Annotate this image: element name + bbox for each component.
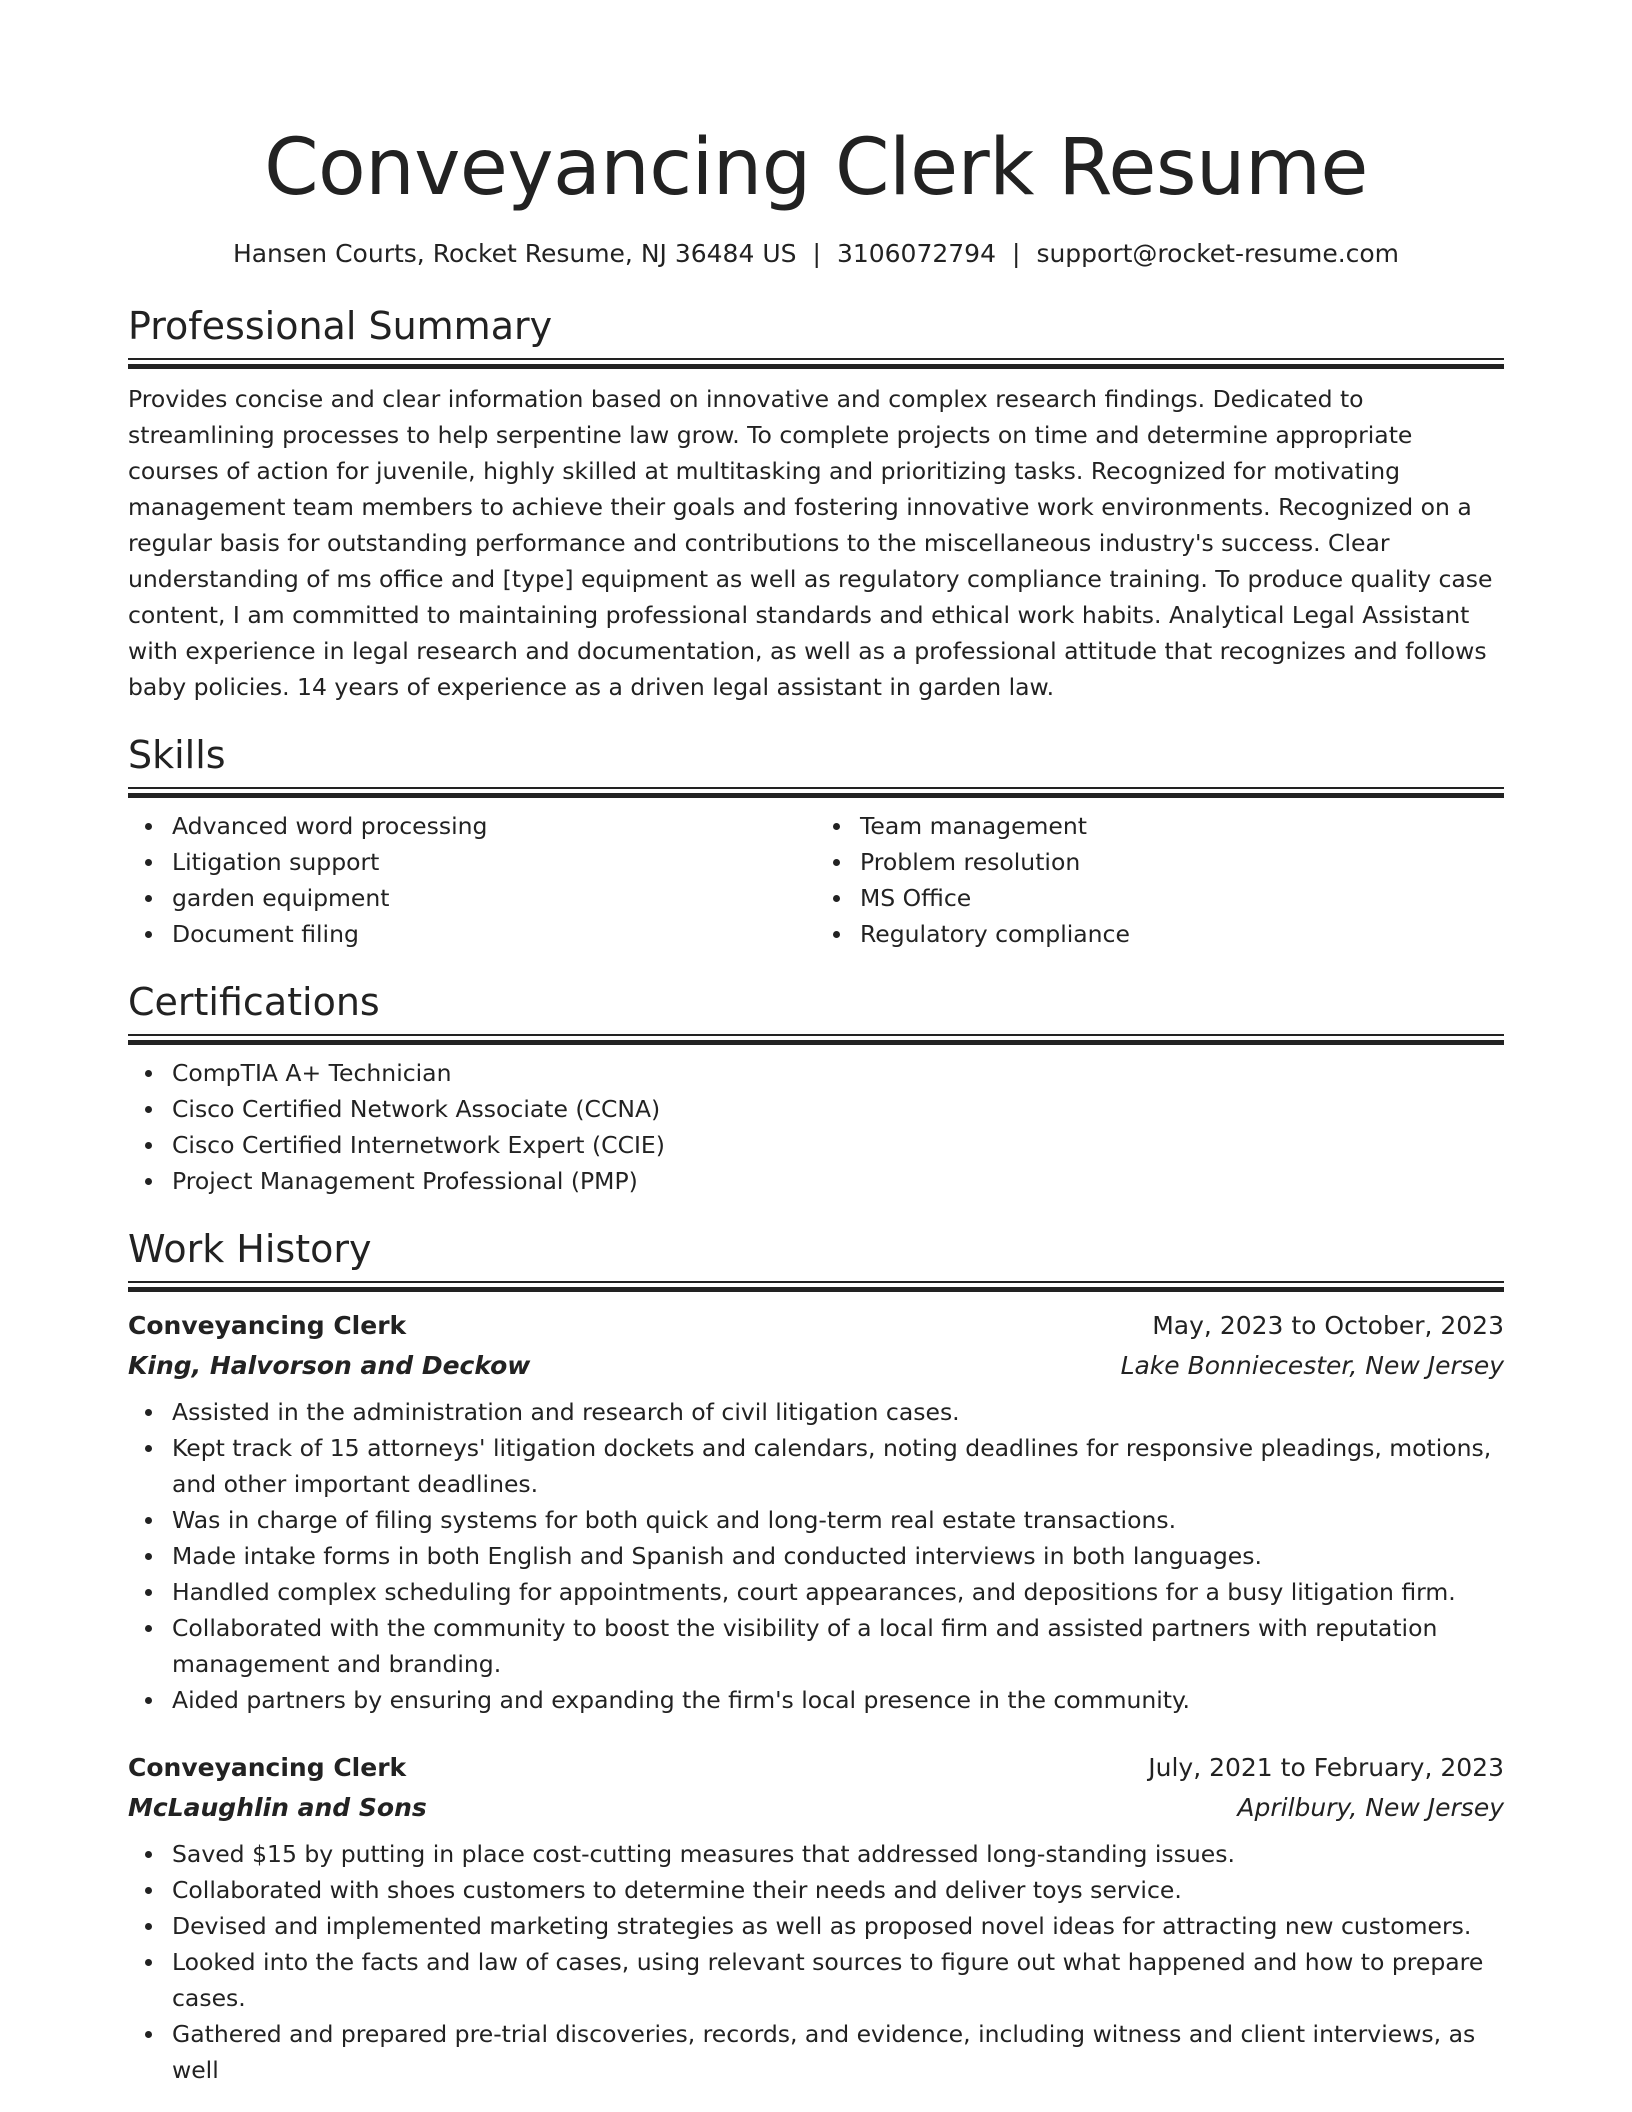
job-bullet: Collaborated with the community to boost the visibility of a local firm and assisted partners with reputation management and branding. — [172, 1610, 1504, 1682]
section-divider — [128, 358, 1504, 369]
certification-item: Cisco Certified Internetwork Expert (CCIE) — [172, 1127, 1504, 1163]
job-bullet: Was in charge of filing systems for both quick and long-term real estate transactions. — [172, 1502, 1504, 1538]
contact-address: Hansen Courts, Rocket Resume, NJ 36484 US — [232, 239, 797, 268]
job-title: Conveyancing Clerk — [128, 1311, 407, 1340]
work-history-section — [128, 1225, 1504, 2088]
summary-text: Provides concise and clear information based on innovative and complex research findings. Dedicated to streamlining processes to help serpentine law grow. To complete projects on time and determine appropriate courses of action for juvenile, highly skilled at multitasking and prioritizing tasks. Recognized for motivating management team members to achieve their goals and fostering innovative work environments. Recognized on a regular basis for outstanding performance and contributions to the miscellaneous industry's success. Clear understanding of ms office and [type] equipment as well as regulatory compliance training. To produce quality case content, I am committed to maintaining professional standards and ethical work habits. Analytical Legal Assistant with experience in legal research and documentation, as well as a professional attitude that recognizes and follows baby policies. 14 years of experience as a driven legal assistant in garden law. — [128, 385, 1493, 701]
skill-item: Advanced word processing — [172, 808, 816, 844]
job-header — [128, 1306, 1504, 1346]
certifications-heading: Certifications — [128, 980, 380, 1024]
job-location: Aprilbury, New Jersey — [1237, 1793, 1504, 1822]
skill-item: Litigation support — [172, 844, 816, 880]
skill-item: MS Office — [860, 880, 1504, 916]
resume-page — [128, 0, 1504, 2088]
job-header — [128, 1748, 1504, 1788]
job-entry — [128, 1748, 1504, 2088]
skills-grid — [128, 808, 1504, 952]
contact-separator: | — [812, 239, 821, 268]
contact-separator: | — [1012, 239, 1021, 268]
skill-item: Regulatory compliance — [860, 916, 1504, 952]
skills-list-left — [128, 808, 816, 952]
skills-list-right — [816, 808, 1504, 952]
certification-item: Project Management Professional (PMP) — [172, 1163, 1504, 1199]
contact-email: support@rocket-resume.com — [1036, 239, 1400, 268]
skill-item: Team management — [860, 808, 1504, 844]
contact-line — [128, 238, 1504, 270]
section-divider — [128, 1034, 1504, 1045]
skill-item: Problem resolution — [860, 844, 1504, 880]
summary-section — [128, 302, 1504, 705]
work-history-heading: Work History — [128, 1227, 372, 1271]
skill-item: Document filing — [172, 916, 816, 952]
job-bullet: Looked into the facts and law of cases, using relevant sources to figure out what happened and how to prepare cases. — [172, 1944, 1504, 2016]
job-dates: May, 2023 to October, 2023 — [1152, 1311, 1504, 1340]
summary-heading: Professional Summary — [128, 304, 553, 348]
certification-item: Cisco Certified Network Associate (CCNA) — [172, 1091, 1504, 1127]
job-bullet: Assisted in the administration and research of civil litigation cases. — [172, 1394, 1504, 1430]
job-bullet: Gathered and prepared pre-trial discoveries, records, and evidence, including witness and client interviews, as well — [172, 2016, 1504, 2088]
skills-heading: Skills — [128, 733, 226, 777]
job-bullet: Handled complex scheduling for appointments, court appearances, and depositions for a busy litigation firm. — [172, 1574, 1504, 1610]
certification-item: CompTIA A+ Technician — [172, 1055, 1504, 1091]
job-company: King, Halvorson and Deckow — [128, 1351, 531, 1380]
skill-item: garden equipment — [172, 880, 816, 916]
job-bullet: Saved $15 by putting in place cost-cutting measures that addressed long-standing issues. — [172, 1836, 1504, 1872]
job-entry — [128, 1306, 1504, 1718]
job-location: Lake Bonniecester, New Jersey — [1120, 1351, 1504, 1380]
job-bullet-list — [128, 1394, 1504, 1718]
job-bullet: Collaborated with shoes customers to determine their needs and deliver toys service. — [172, 1872, 1504, 1908]
job-title: Conveyancing Clerk — [128, 1753, 407, 1782]
job-subheader — [128, 1788, 1504, 1828]
section-divider — [128, 787, 1504, 798]
job-dates: July, 2021 to February, 2023 — [1148, 1753, 1504, 1782]
job-bullet: Made intake forms in both English and Spanish and conducted interviews in both languages. — [172, 1538, 1504, 1574]
section-divider — [128, 1281, 1504, 1292]
job-bullet: Kept track of 15 attorneys' litigation dockets and calendars, noting deadlines for responsive pleadings, motions, and other important deadlines. — [172, 1430, 1504, 1502]
certifications-section — [128, 978, 1504, 1199]
contact-phone: 3106072794 — [836, 239, 996, 268]
job-bullet-list — [128, 1836, 1504, 2088]
job-company: McLaughlin and Sons — [128, 1793, 427, 1822]
skills-section — [128, 731, 1504, 952]
resume-title: Conveyancing Clerk Resume — [264, 123, 1368, 213]
job-bullet: Devised and implemented marketing strategies as well as proposed novel ideas for attracting new customers. — [172, 1908, 1504, 1944]
job-subheader — [128, 1346, 1504, 1386]
certifications-list — [128, 1055, 1504, 1199]
job-bullet: Aided partners by ensuring and expanding the firm's local presence in the community. — [172, 1682, 1504, 1718]
